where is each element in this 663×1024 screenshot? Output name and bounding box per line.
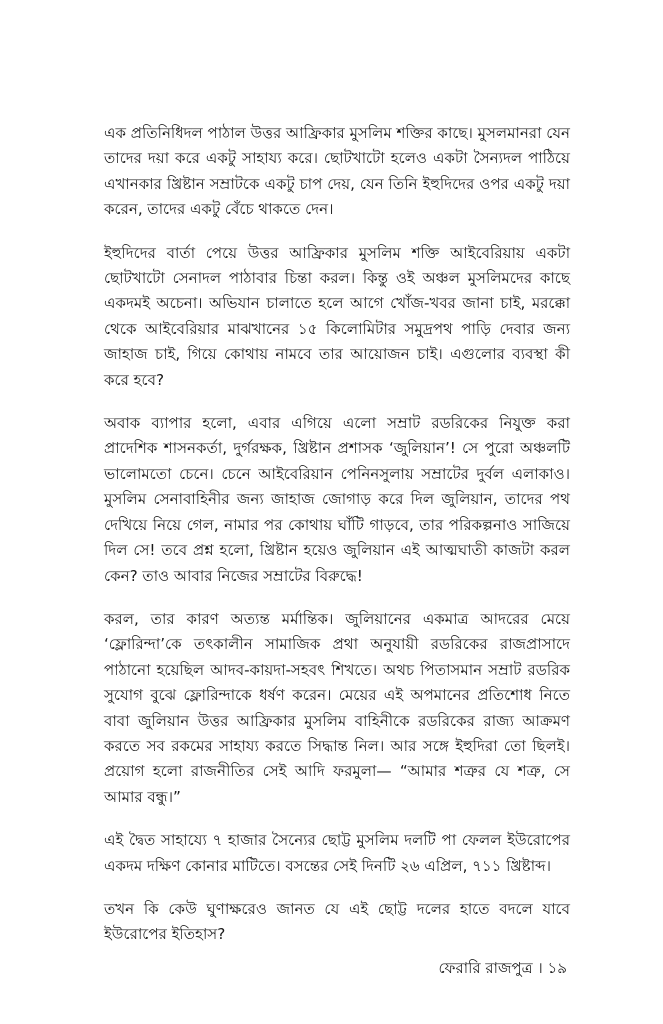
page-footer: ফেরারি রাজপুত্র । ১৯: [438, 959, 567, 977]
paragraph-2: ইহুদিদের বার্তা পেয়ে উত্তর আফ্রিকার মুসলিম শক্তি আইবেরিয়ায় একটা ছোটখাটো সেনাদল পাঠাবার চিন্তা করল। কিন্তু ওই অঞ্চল মুসলিমদের কাছে একদমই অচেনা। অভিযান চালাতে হলে আগে খোঁজ-খবর জানা চাই, মরক্কো থেকে আইবেরিয়ার মাঝখানের ১৫ কিলোমিটার সমুদ্রপথ পাড়ি দেবার জন্য জাহাজ চাই, গিয়ে কোথায় নামবে তার আয়োজন চাই। এগুলোর ব্যবস্থা কী করে হবে?: [104, 243, 570, 389]
paragraph-3: অবাক ব্যাপার হলো, এবার এগিয়ে এলো সম্রাট রডরিকের নিযুক্ত করা প্রাদেশিক শাসনকর্তা, দুর্গরক্ষক, খ্রিষ্টান প্রশাসক ‘জুলিয়ান’! সে পুরো অঞ্চলটি ভালোমতো চেনে। চেনে আইবেরিয়ান পেনিনসুলায় সম্রাটের দুর্বল এলাকাও। মুসলিম সেনাবাহিনীর জন্য জাহাজ জোগাড় করে দিল জুলিয়ান, তাদের পথ দেখিয়ে নিয়ে গেল, নামার পর কোথায় ঘাঁটি গাড়বে, তার পরিকল্পনাও সাজিয়ে দিল সে! তবে প্রশ্ন হলো, খ্রিষ্টান হয়েও জুলিয়ান এই আত্মঘাতী কাজটা করল কেন? তাও আবার নিজের সম্রাটের বিরুদ্ধে!: [104, 414, 570, 585]
paragraph-6: তখন কি কেউ ঘুণাক্ষরেও জানত যে এই ছোট্ট দলের হাতে বদলে যাবে ইউরোপের ইতিহাস?: [104, 899, 570, 944]
paragraph-1: এক প্রতিনিধিদল পাঠাল উত্তর আফ্রিকার মুসলিম শক্তির কাছে। মুসলমানরা যেন তাদের দয়া করে একটু সাহায্য করে। ছোটখাটো হলেও একটা সৈন্যদল পাঠিয়ে এখানকার খ্রিষ্টান সম্রাটকে একটু চাপ দেয়, যেন তিনি ইহুদিদের ওপর একটু দয়া করেন, তাদের একটু বেঁচে থাকতে দেন।: [104, 124, 570, 219]
paragraph-4: করল, তার কারণ অত্যন্ত মর্মান্তিক। জুলিয়ানের একমাত্র আদরের মেয়ে ‘ফ্লোরিন্দা’কে তৎকালীন সামাজিক প্রথা অনুযায়ী রডরিকের রাজপ্রাসাদে পাঠানো হয়েছিল আদব-কায়দা-সহবৎ শিখতে। অথচ পিতাসমান সম্রাট রডরিক সুযোগ বুঝে ফ্লোরিন্দাকে ধর্ষণ করেন। মেয়ের এই অপমানের প্রতিশোধ নিতে বাবা জুলিয়ান উত্তর আফ্রিকার মুসলিম বাহিনীকে রডরিকের রাজ্য আক্রমণ করতে সব রকমের সাহায্য করতে সিদ্ধান্ত নিল। আর সঙ্গে ইহুদিরা তো ছিলই। প্রয়োগ হলো রাজনীতির সেই আদি ফরমুলা— “আমার শত্রুর যে শত্রু, সে আমার বন্ধু।”: [104, 609, 570, 806]
paragraph-5: এই দ্বৈত সাহায্যে ৭ হাজার সৈন্যের ছোট্ট মুসলিম দলটি পা ফেলল ইউরোপের একদম দক্ষিণ কোনার মাটিতে। বসন্তের সেই দিনটি ২৬ এপ্রিল, ৭১১ খ্রিষ্টাব্দ।: [104, 831, 570, 875]
body-text: [104, 121, 570, 966]
